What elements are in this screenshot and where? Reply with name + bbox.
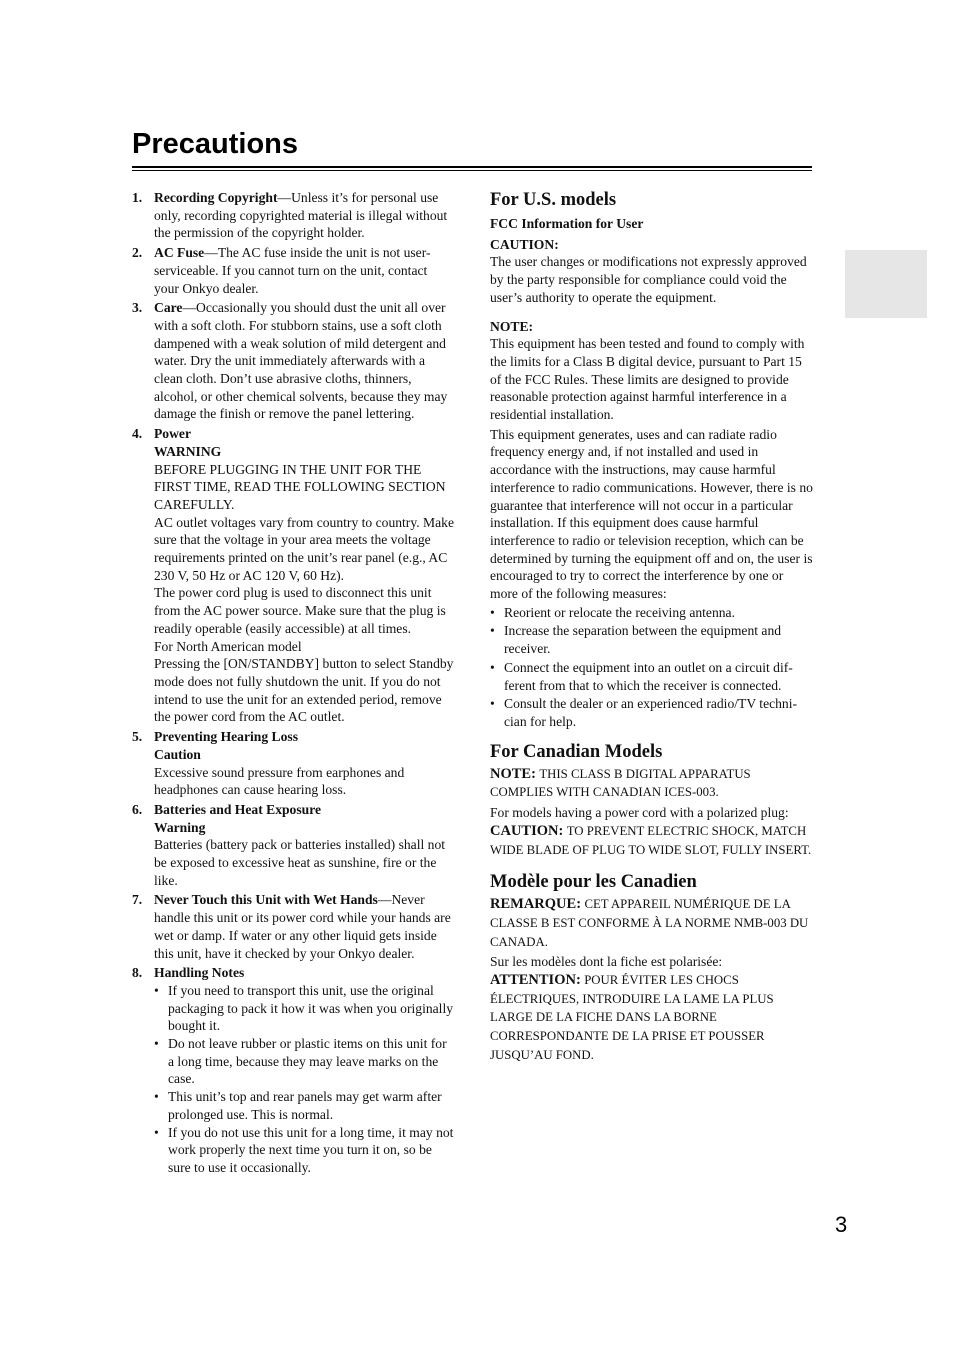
us-models-heading: For U.S. models	[490, 190, 617, 210]
precaution-item-handling-notes	[132, 964, 454, 1176]
polarized-plug-text: Sur les modèles dont la fiche est polarisée:	[490, 954, 723, 970]
precaution-item-wet-hands	[132, 891, 454, 962]
item-title: Handling Notes	[154, 965, 245, 981]
canadian-models-heading: For Canadian Models	[490, 741, 663, 762]
page-number: 3	[835, 1212, 848, 1237]
caution-label: CAUTION:	[490, 822, 564, 839]
list-item: • If you do not use this unit for a long time, it may not work properly the next time you turn it on, so be sure to use it occasionally.	[154, 1124, 454, 1177]
item-number: 6.	[132, 801, 143, 817]
standby-text: Pressing the [ON/STANDBY] button to select Standby mode does not fully shutdown the unit. If you do not intend to use the unit for an extended period, remove the power cord from the AC outlet.	[154, 656, 454, 725]
handling-bullets	[154, 982, 454, 1177]
item-title: AC Fuse	[154, 245, 205, 261]
page-title: Precautions	[132, 128, 298, 160]
note-text: This equipment has been tested and found to comply with the limits for a Class B digital device, pursuant to Part 15 of the FCC Rules. These limits are designed to provide reasonable protection against harmful interference in a residential installation.	[490, 336, 805, 423]
item-text: —Occasionally you should dust the unit all over with a soft cloth. For stubborn stains, use a soft cloth dampened with a weak solution of mild detergent and water. Dry the unit immediately afterwards with a clean cloth. Don’t use abrasive cloths, thinners, alcohol, or other chemical solvents, because they may damage the finish or remove the panel lettering.	[154, 300, 448, 422]
warning-label: Warning	[154, 819, 206, 835]
note-text: THIS CLASS B DIGITAL APPARATUS COMPLIES WITH CANADIAN ICES-003.	[490, 766, 751, 800]
power-voltage-text: AC outlet voltages vary from country to country. Make sure that the voltage in your area meets the voltage requirements printed on the unit’s rear panel (e.g., AC 230 V, 50 Hz or AC 120 V, 60 Hz).	[154, 514, 454, 583]
note-label: NOTE:	[490, 318, 534, 334]
item-title: Care	[154, 300, 183, 316]
fcc-measures-list	[490, 604, 814, 731]
title-rule	[132, 166, 812, 171]
precautions-list	[132, 189, 454, 1177]
item-number: 3.	[132, 300, 143, 316]
list-item: • If you need to transport this unit, use the original packaging to pack it how it was when you originally bought it.	[154, 982, 454, 1035]
caution-text: TO PREVENT ELECTRIC SHOCK, MATCH WIDE BLADE OF PLUG TO WIDE SLOT, FULLY INSERT.	[490, 823, 812, 857]
item-number: 1.	[132, 190, 143, 205]
item-title: Recording Copyright	[154, 190, 278, 205]
precaution-item-recording-copyright	[132, 189, 454, 242]
list-item: • This unit’s top and rear panels may get warm after prolonged use. This is normal.	[154, 1088, 454, 1123]
precaution-item-power	[132, 425, 454, 726]
item-text: Excessive sound pressure from earphones and headphones can cause hearing loss.	[154, 764, 405, 798]
regulatory-info	[490, 189, 814, 1065]
remark-text: CET APPAREIL NUMÉRIQUE DE LA CLASSE B EST CONFORME À LA NORME NMB-003 DU CANADA.	[490, 897, 809, 949]
precaution-item-hearing-loss	[132, 728, 454, 799]
polarized-plug-text: For models having a power cord with a polarized plug:	[490, 805, 789, 821]
side-tab	[845, 250, 927, 318]
precaution-item-care	[132, 299, 454, 423]
list-item: • Consult the dealer or an experienced radio/TV techni-cian for help.	[490, 695, 814, 730]
item-number: 7.	[132, 892, 143, 908]
power-warning-text: BEFORE PLUGGING IN THE UNIT FOR THE FIRST TIME, READ THE FOLLOWING SECTION CAREFULLY.	[154, 461, 446, 512]
item-text: Batteries (battery pack or batteries installed) shall not be exposed to excessive heat as sunshine, fire or the like.	[154, 837, 446, 888]
item-number: 8.	[132, 965, 143, 981]
fcc-info-heading: FCC Information for User	[490, 216, 644, 231]
precaution-item-ac-fuse	[132, 244, 454, 297]
remark-label: REMARQUE:	[490, 896, 582, 913]
list-item: • Reorient or relocate the receiving antenna.	[490, 604, 814, 622]
caution-label: CAUTION:	[490, 236, 559, 252]
north-american-label: For North American model	[154, 638, 302, 654]
precaution-item-batteries	[132, 801, 454, 890]
item-title: Never Touch this Unit with Wet Hands	[154, 892, 378, 908]
item-number: 5.	[132, 729, 143, 745]
item-number: 4.	[132, 426, 143, 442]
caution-text: The user changes or modifications not expressly approved by the party responsible for compliance could void the user’s authority to operate the equipment.	[490, 254, 807, 305]
note-text: This equipment generates, uses and can radiate radio frequency energy and, if not installed and used in accordance with the instructions, may cause harmful interference to radio communications. However, there is no guarantee that interference will not occur in a particular installation. If this equipment does cause harmful interference to radio or television reception, which can be determined by turning the equipment off and on, the user is encouraged to try to correct the interference by one or more of the following measures:	[490, 426, 813, 602]
item-number: 2.	[132, 245, 143, 261]
list-item: • Do not leave rubber or plastic items on this unit for a long time, because they may leave marks on the case.	[154, 1035, 454, 1088]
item-text: —Unless it’s for personal use only, recording copyrighted material is illegal without the permission of the copyright holder.	[154, 190, 448, 241]
item-text: —Never handle this unit or its power cord while your hands are wet or damp. If water or any other liquid gets inside this unit, have it checked by your Onkyo dealer.	[154, 892, 451, 961]
attention-text: POUR ÉVITER LES CHOCS ÉLECTRIQUES, INTRODUIRE LA LAME LA PLUS LARGE DE LA FICHE DANS LA BORNE CORRESPONDANTE DE LA PRISE ET POUSSER JUSQU’AU FOND.	[490, 973, 774, 1062]
item-title: Power	[154, 426, 191, 442]
item-title: Batteries and Heat Exposure	[154, 801, 322, 817]
list-item: • Connect the equipment into an outlet on a circuit dif-ferent from that to which the receiver is connected.	[490, 659, 814, 694]
warning-label: WARNING	[154, 443, 222, 459]
note-label: NOTE:	[490, 765, 536, 782]
french-canadian-heading: Modèle pour les Canadien	[490, 872, 697, 893]
power-plug-text: The power cord plug is used to disconnect this unit from the AC power source. Make sure that the plug is readily operable (easily accessible) at all times.	[154, 585, 446, 636]
item-text: —The AC fuse inside the unit is not user-serviceable. If you cannot turn on the unit, contact your Onkyo dealer.	[154, 245, 431, 296]
item-title: Preventing Hearing Loss	[154, 729, 298, 745]
list-item: • Increase the separation between the equipment and receiver.	[490, 622, 814, 657]
caution-label: Caution	[154, 746, 201, 762]
attention-label: ATTENTION:	[490, 972, 581, 989]
